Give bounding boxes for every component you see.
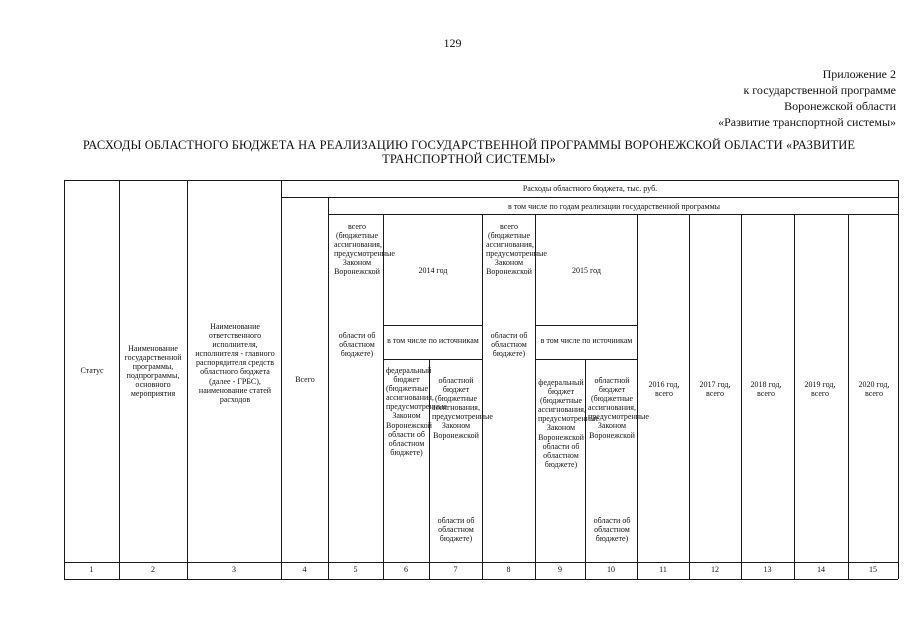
column-number-13: 13 (763, 565, 772, 574)
column-number-8: 8 (506, 565, 511, 574)
column-number-15: 15 (869, 565, 877, 574)
appendix-line-2: к государственной программе (743, 83, 896, 97)
column-number-11: 11 (659, 565, 667, 574)
column-number-7: 7 (453, 565, 458, 574)
header-sources-2014: в том числе по источникам (387, 336, 479, 345)
header-year-2018: 2018 год, всего (750, 380, 782, 399)
header-federal-2014: федеральный бюджет (бюджетные ассигнования, предусмотренные Законом Воронежской области об областном бюджете) (386, 366, 447, 457)
column-number-9: 9 (558, 565, 562, 574)
header-year-2015: 2015 год (572, 266, 601, 275)
column-number-1: 1 (89, 565, 94, 574)
header-year-2016: 2016 год, всего (648, 380, 680, 399)
header-year-2019: 2019 год, всего (804, 380, 836, 399)
header-by-years: в том числе по годам реализации государственной программы (507, 202, 721, 211)
header-all-2014-a: всего (бюджетные ассигнования, предусмотренные Законом Воронежской (334, 222, 395, 277)
column-number-5: 5 (353, 565, 358, 574)
header-program-name: Наименование государственной программы, подпрограммы, основного мероприятия (124, 344, 182, 399)
appendix-line-3: Воронежской области (784, 99, 896, 113)
header-status: Статус (80, 366, 104, 375)
header-year-2014: 2014 год (418, 266, 448, 275)
column-number-4: 4 (302, 565, 307, 574)
header-total: Всего (295, 375, 315, 384)
document-title: РАСХОДЫ ОБЛАСТНОГО БЮДЖЕТА НА РЕАЛИЗАЦИЮ ГОСУДАРСТВЕННОЙ ПРОГРАММЫ ВОРОНЕЖСКОЙ ОБЛАСТИ «РАЗВИТИЕ ТРАНСПОРТНОЙ СИСТЕМЫ» (82, 138, 856, 166)
appendix-line-4: «Развитие транспортной системы» (718, 115, 896, 129)
appendix-line-1: Приложение 2 (822, 67, 896, 81)
header-regional-2014-a: областной бюджет (бюджетные ассигнования, предусмотренные Законом Воронежской (432, 376, 493, 440)
column-number-12: 12 (711, 565, 719, 574)
header-regional-2015-a: областной бюджет (бюджетные ассигнования, предусмотренные Законом Воронежской (588, 376, 649, 440)
column-number-2: 2 (151, 565, 155, 574)
column-number-14: 14 (817, 565, 825, 574)
header-year-2020: 2020 год, всего (858, 380, 890, 399)
header-federal-2015: федеральный бюджет (бюджетные ассигнования, предусмотренные Законом Воронежской области об областном бюджете) (538, 378, 599, 469)
header-expenses: Расходы областного бюджета, тыс. руб. (522, 184, 658, 193)
header-all-2015-a: всего (бюджетные ассигнования, предусмотренные Законом Воронежской (486, 222, 547, 277)
header-regional-2014-b: области об областном бюджете) (437, 516, 475, 544)
header-regional-2015-b: области об областном бюджете) (593, 516, 631, 544)
column-number-6: 6 (404, 565, 408, 574)
header-executor: Наименование ответственного исполнителя, исполнителя - главного распорядителя средств областного бюджета (далее - ГРБС), наименование статей расходов (195, 322, 275, 404)
header-sources-2015: в том числе по источникам (540, 336, 633, 345)
header-all-2014-b: области об областном бюджете) (338, 331, 376, 359)
page-number: 129 (443, 36, 462, 50)
column-number-10: 10 (607, 565, 615, 574)
header-year-2017: 2017 год, всего (699, 380, 731, 399)
header-all-2015-b: области об областном бюджете) (490, 331, 528, 359)
column-number-3: 3 (232, 565, 236, 574)
